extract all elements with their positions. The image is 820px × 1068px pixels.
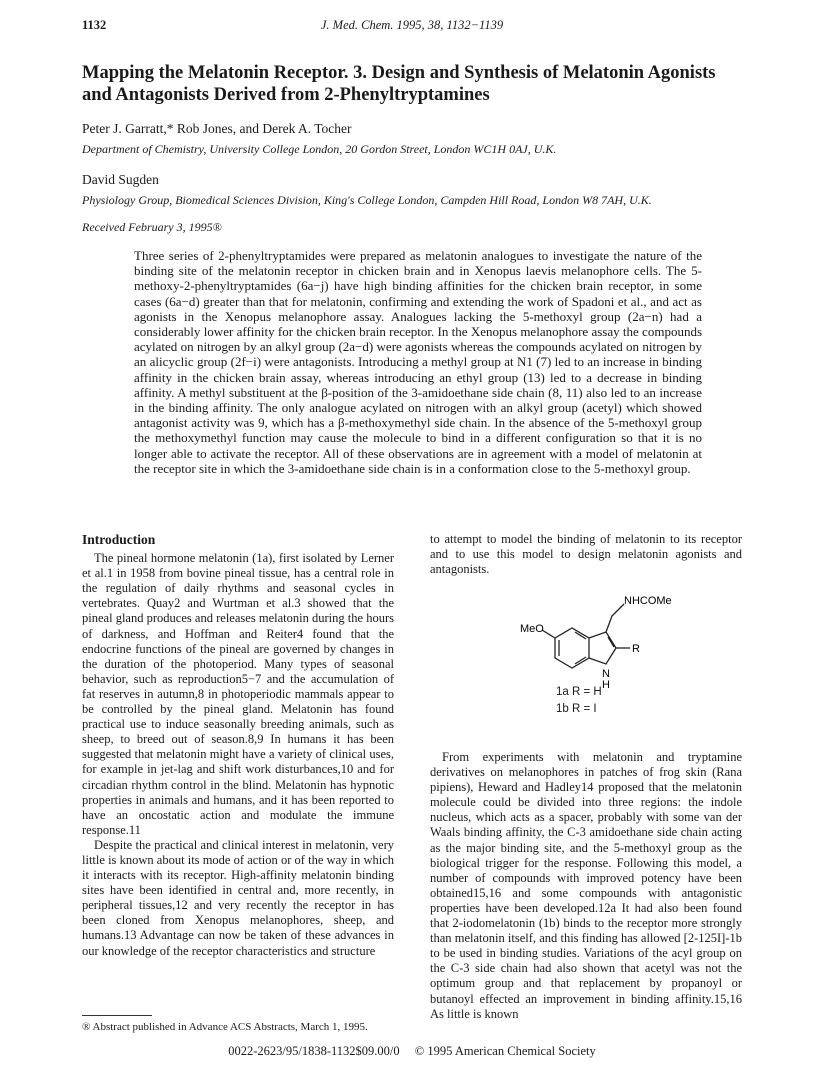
left-column (82, 532, 394, 959)
page-footer (82, 1044, 742, 1059)
body-paragraph-right: From experiments with melatonin and tryptamine derivatives on melanophores in patches of frog skin (Rana pipiens), Heward and Hadley14 proposed that the melatonin molecule could be divided into three regions: the indole nucleus, which acts as a spacer, probably with some van der Waals binding affinity, the C-3 amidoethane side chain acting as the major binding site, and the 5-methoxyl group as the biological trigger for the response. Following this model, a number of compounds with improved potency have been obtained15,16 and some compounds with antagonistic properties have been developed.12a It had also been found that 2-iodomelatonin (1b) binds to the receptor more strongly than melatonin itself, and this finding has allowed [2-125I]-1b to be used in binding studies. Variations of the acyl group on the C-3 side chain had also shown that acetyl was not the optimum group and that replacement by propanoyl or butanoyl effected an improvement in binding affinity.15,16 As little is known (430, 750, 742, 1021)
side-chain-label: NHCOMe (624, 595, 672, 607)
intro-paragraph-1: The pineal hormone melatonin (1a), first isolated by Lerner et al.1 in 1958 from bovine pineal tissue, has a central role in the regulation of daily rhythms and seasonal cycles in vertebrates. Quay2 and Wurtman et al.3 showed that the pineal gland produces and releases melatonin during the hours of darkness, and Hoffman and Reiter4 found that the endocrine functions of the pineal are governed by changes in the duration of the photoperiod. Many types of seasonal behavior, such as reproduction5−7 and the accumulation of fat reserves in autumn,8 in photoperiodic mammals appear to be controlled by the pineal gland. Melatonin has found practical use to induce seasonally breeding animals, such as sheep, to breed out of season.8,9 In humans it has been suggested that melatonin might have a variety of clinical uses, for example in jet-lag and shift work disturbances,10 and for circadian rhythm control in the blind. Melatonin has hypnotic properties in animals and humans, and it has been reported to have an oncostatic action and modulate the immune response.11 (82, 551, 394, 837)
right-column-bottom (430, 750, 742, 1022)
running-header (82, 18, 742, 36)
hydrogen-label: H (602, 679, 610, 691)
side-chain-bond (606, 604, 624, 632)
nitrogen-label: N (602, 668, 610, 680)
melatonin-structure-diagram (520, 590, 680, 730)
compound-label-1a: 1a R = H (556, 686, 602, 698)
intro-continuation: to attempt to model the binding of melatonin to its receptor and to use this model to design melatonin agonists and antagonists. (430, 532, 742, 577)
footnote-rule (82, 1015, 152, 1016)
journal-citation: J. Med. Chem. 1995, 38, 1132−1139 (320, 18, 504, 32)
right-column-top (430, 532, 742, 577)
article-title: Mapping the Melatonin Receptor. 3. Design and Synthesis of Melatonin Agonists and Antagonists Derived from 2-Phenyltryptamines (82, 63, 716, 105)
section-heading-introduction: Introduction (82, 532, 156, 547)
page-number: 1132 (82, 18, 107, 32)
article-code: 0022-2623/95/1838-1132$09.00/0 (228, 1044, 400, 1058)
footnote: ® Abstract published in Advance ACS Abstracts, March 1, 1995. (82, 1021, 368, 1033)
methoxy-label: MeO (520, 623, 544, 635)
authors-group-1: Peter J. Garratt,* Rob Jones, and Derek A. Tocher (82, 121, 352, 136)
pyrrole-ring (589, 632, 616, 664)
benzene-ring (555, 628, 589, 668)
affiliation-2: Physiology Group, Biomedical Sciences Division, King's College London, Campden Hill Road, London W8 7AH, U.K. (82, 193, 652, 207)
received-date: Received February 3, 1995® (82, 220, 222, 234)
intro-paragraph-2: Despite the practical and clinical interest in melatonin, very little is known about its mode of action or of the way in which it interacts with its receptor. High-affinity melatonin binding sites have been identified in central and, more recently, in peripheral tissues,12 and very recently the receptor in has been cloned from Xenopus melanophores, sheep, and humans.13 Advantage can now be taken of these advances in our knowledge of the receptor characteristics and structure (82, 837, 394, 958)
copyright: © 1995 American Chemical Society (414, 1044, 596, 1058)
r-group-label: R (632, 643, 640, 655)
abstract: Three series of 2-phenyltryptamides were prepared as melatonin analogues to investigate the nature of the binding site of the melatonin receptor in chicken brain and in Xenopus laevis melanophore cells. The 5-methoxy-2-phenyltryptamides (6a−j) have high binding affinities for the chicken brain receptor, in some cases (6a−d) greater than that for melatonin, confirming and extending the work of Spadoni et al., and act as agonists in the Xenopus melanophore assay. Analogues lacking the 5-methoxyl group (2a−n) had a considerably lower affinity for the chicken brain receptor. In the Xenopus melanophore assay the compounds acylated on nitrogen by an alkyl group (2a−d) were agonists whereas the compounds acylated on nitrogen by an alicyclic group (2f−i) were antagonists. Introducing a methyl group at N1 (7) led to an increase in binding affinity in the chicken brain assay, whereas introducing an ethyl group (13) led to a decrease in binding affinity. A methyl substituent at the β-position of the 3-amidoethane side chain (8, 11) also led to an increase in the binding affinity. The only analogue acylated on nitrogen with an alkyl group (acetyl) which showed antagonist activity was 9, which has a β-methoxymethyl side chain. In the absence of the 5-methoxyl group the methoxymethyl function may cause the molecule to bind in a different configuration so that it is no longer able to activate the receptor. All of these observations are in agreement with a model of melatonin at the receptor site in which the 3-amidoethane side chain is in a conformation close to the 5-methoxyl group. (134, 248, 702, 476)
authors-group-2: David Sugden (82, 172, 159, 187)
compound-label-1b: 1b R = I (556, 703, 597, 715)
affiliation-1: Department of Chemistry, University College London, 20 Gordon Street, London WC1H 0AJ, U.K. (82, 142, 557, 156)
